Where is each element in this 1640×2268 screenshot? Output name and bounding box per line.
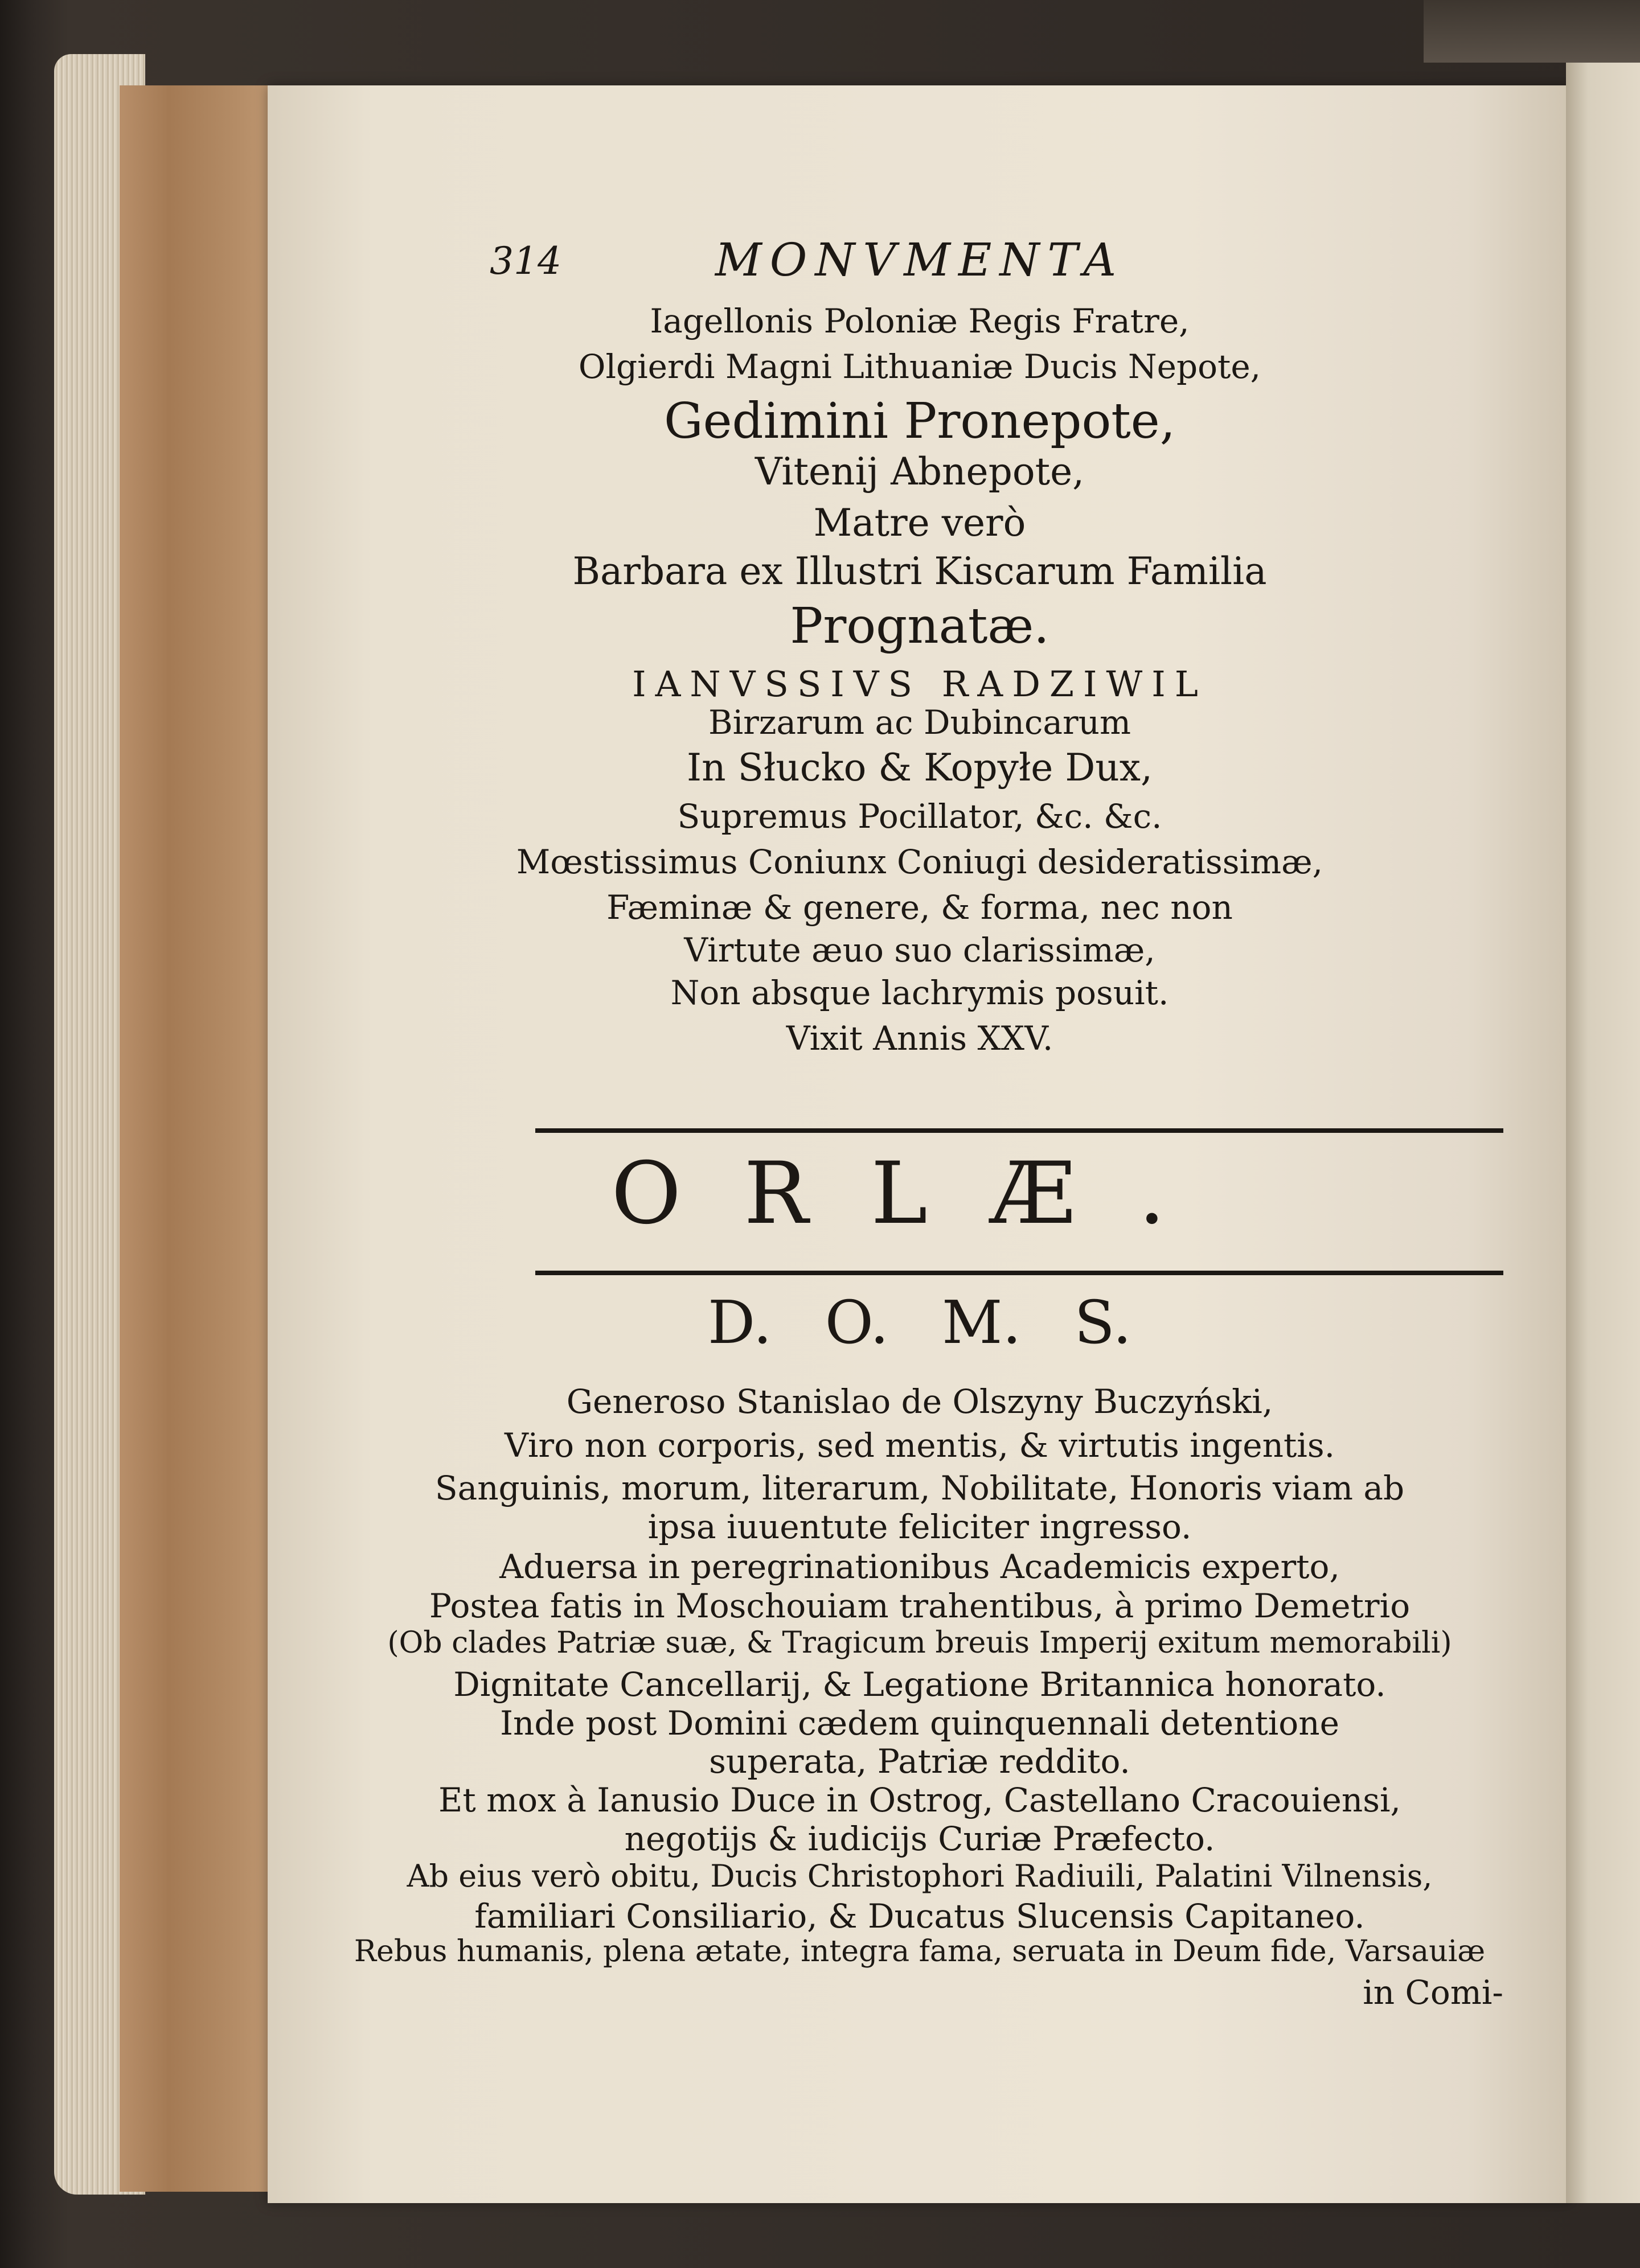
epitaph-line: Birzarum ac Dubincarum <box>708 703 1131 742</box>
epitaph-line: Gedimini Pronepote, <box>663 393 1176 450</box>
epitaph-line: Prognatæ. <box>790 598 1049 655</box>
epitaph-line: Sanguinis, morum, literarum, Nobilitate, Honoris viam ab <box>434 1469 1405 1507</box>
epitaph-line: familiari Consiliario, & Ducatus Slucensis Capitaneo. <box>474 1897 1365 1936</box>
epitaph-line: Postea fatis in Moschouiam trahentibus, à primo Demetrio <box>429 1587 1411 1625</box>
epitaph-line: Dignitate Cancellarij, & Legatione Britannica honorato. <box>453 1665 1386 1704</box>
book-binding <box>1424 0 1640 63</box>
epitaph-line: Olgierdi Magni Lithuaniæ Ducis Nepote, <box>578 347 1261 386</box>
facing-page-edge <box>1566 63 1640 2203</box>
epitaph-line: Virtute æuo suo clarissimæ, <box>684 931 1155 969</box>
epitaph-line: Aduersa in peregrinationibus Academicis experto, <box>499 1547 1340 1586</box>
running-head: MONVMENTA <box>715 233 1125 286</box>
section-heading: ORLÆ. <box>611 1144 1228 1243</box>
epitaph-line: Supremus Pocillator, &c. &c. <box>677 797 1162 836</box>
epitaph-line: Matre verò <box>813 501 1026 545</box>
epitaph-line: Ab eius verò obitu, Ducis Christophori Radiuili, Palatini Vilnensis, <box>407 1858 1433 1894</box>
epitaph-line: Inde post Domini cædem quinquennali detentione <box>500 1704 1339 1743</box>
epitaph-name: IANVSSIVS RADZIWIL <box>632 663 1207 705</box>
catchword: in Comi- <box>1363 1973 1503 2012</box>
epitaph-line: Vixit Annis XXV. <box>786 1019 1053 1058</box>
epitaph-line: Viro non corporis, sed mentis, & virtutis ingentis. <box>504 1426 1335 1465</box>
rule-top <box>535 1128 1503 1133</box>
epitaph-line: Mœstissimus Coniunx Coniugi desideratissimæ, <box>516 843 1323 881</box>
epitaph-line: Barbara ex Illustri Kiscarum Familia <box>572 549 1267 593</box>
book-fore-edge <box>120 85 285 2192</box>
doms-heading: D. O. M. S. <box>707 1288 1132 1357</box>
epitaph-line: Non absque lachrymis posuit. <box>670 973 1169 1012</box>
rule-bottom <box>535 1271 1503 1275</box>
epitaph-line: Vitenij Abnepote, <box>755 450 1085 494</box>
epitaph-line: In Słucko & Kopyłe Dux, <box>687 746 1153 790</box>
epitaph-line: superata, Patriæ reddito. <box>709 1742 1130 1781</box>
epitaph-line: Rebus humanis, plena ætate, integra fama, seruata in Deum fide, Varsauiæ <box>354 1934 1486 1969</box>
epitaph-line: negotijs & iudicijs Curiæ Præfecto. <box>624 1819 1215 1858</box>
epitaph-line: Iagellonis Poloniæ Regis Fratre, <box>650 302 1190 340</box>
page-number: 314 <box>490 239 561 283</box>
epitaph-line: Et mox à Ianusio Duce in Ostrog, Castellano Cracouiensi, <box>438 1781 1401 1819</box>
epitaph-line: Fæminæ & genere, & forma, nec non <box>606 888 1233 927</box>
epitaph-line: ipsa iuuentute feliciter ingresso. <box>647 1507 1192 1546</box>
epitaph-line: Generoso Stanislao de Olszyny Buczyński, <box>566 1382 1273 1421</box>
epitaph-line: (Ob clades Patriæ suæ, & Tragicum breuis Imperij exitum memorabili) <box>387 1626 1452 1660</box>
